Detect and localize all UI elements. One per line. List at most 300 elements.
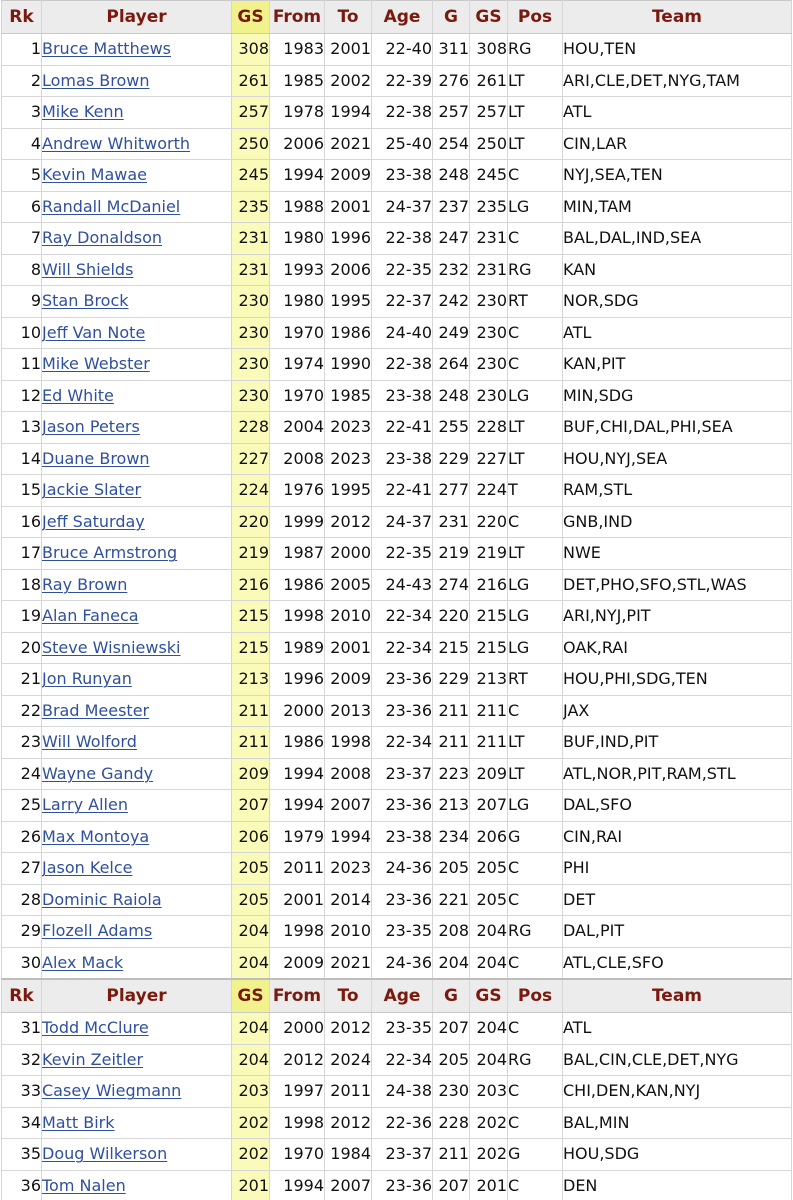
rank-cell: 4	[2, 128, 42, 160]
to-year-cell: 2010	[325, 601, 372, 633]
table-row	[2, 853, 792, 885]
games-started-cell: 205	[470, 853, 508, 885]
player-link[interactable]: Lomas Brown	[42, 70, 150, 90]
team-cell: BUF,CHI,DAL,PHI,SEA	[563, 412, 792, 444]
to-year-cell: 2007	[325, 790, 372, 822]
rank-cell: 13	[2, 412, 42, 444]
table-row	[2, 412, 792, 444]
games-started-table	[1, 0, 792, 1200]
team-cell: ARI,NYJ,PIT	[563, 601, 792, 633]
team-cell: RAM,STL	[563, 475, 792, 507]
games-started-sorted-cell: 207	[232, 790, 270, 822]
team-cell: PHI	[563, 853, 792, 885]
position-cell: LT	[508, 97, 563, 129]
player-cell	[42, 695, 232, 727]
from-year-cell: 1997	[270, 1076, 325, 1108]
rank-cell: 32	[2, 1044, 42, 1076]
team-cell: DEN	[563, 1170, 792, 1200]
to-year-cell: 2001	[325, 191, 372, 223]
position-cell: LG	[508, 632, 563, 664]
age-range-cell: 22-34	[372, 1044, 433, 1076]
player-cell	[42, 191, 232, 223]
from-year-cell: 1993	[270, 254, 325, 286]
to-year-cell: 2012	[325, 506, 372, 538]
age-range-cell: 22-38	[372, 223, 433, 255]
player-cell	[42, 380, 232, 412]
table-row	[2, 97, 792, 129]
games-started-cell: 230	[470, 349, 508, 381]
table-row	[2, 664, 792, 696]
from-year-cell: 1985	[270, 65, 325, 97]
player-cell	[42, 1044, 232, 1076]
games-started-cell: 205	[470, 884, 508, 916]
player-cell	[42, 1076, 232, 1108]
games-cell: 208	[433, 916, 470, 948]
age-range-cell: 24-40	[372, 317, 433, 349]
games-cell: 311	[433, 34, 470, 66]
position-cell: C	[508, 349, 563, 381]
player-link[interactable]: Brad Meester	[42, 700, 150, 720]
games-started-cell: 230	[470, 317, 508, 349]
player-cell	[42, 569, 232, 601]
player-link[interactable]: Randall McDaniel	[42, 196, 181, 216]
games-cell: 255	[433, 412, 470, 444]
games-started-cell: 257	[470, 97, 508, 129]
player-link[interactable]: Ray Brown	[42, 574, 128, 594]
rank-cell: 14	[2, 443, 42, 475]
games-started-cell: 213	[470, 664, 508, 696]
player-link[interactable]: Ray Donaldson	[42, 228, 163, 248]
player-cell	[42, 790, 232, 822]
player-link[interactable]: Kevin Mawae	[42, 165, 148, 185]
rank-cell: 26	[2, 821, 42, 853]
position-cell: RG	[508, 34, 563, 66]
table-row	[2, 821, 792, 853]
rank-cell: 17	[2, 538, 42, 570]
games-cell: 232	[433, 254, 470, 286]
column-header-gs[interactable]: GS	[470, 979, 508, 1013]
games-cell: 211	[433, 727, 470, 759]
player-link[interactable]: Casey Wiegmann	[42, 1081, 182, 1101]
player-cell	[42, 1139, 232, 1171]
player-link[interactable]: Steve Wisniewski	[42, 637, 181, 657]
player-link[interactable]: Mike Kenn	[42, 102, 124, 122]
position-cell: C	[508, 853, 563, 885]
rank-cell: 24	[2, 758, 42, 790]
from-year-cell: 1983	[270, 34, 325, 66]
to-year-cell: 2024	[325, 1044, 372, 1076]
position-cell: LG	[508, 601, 563, 633]
column-header-gs-sorted[interactable]: GS	[232, 1, 270, 34]
position-cell: LT	[508, 538, 563, 570]
games-started-cell: 206	[470, 821, 508, 853]
column-header-gs-sorted[interactable]: GS	[232, 979, 270, 1013]
column-header-gs[interactable]: GS	[470, 1, 508, 34]
age-range-cell: 22-35	[372, 538, 433, 570]
player-cell	[42, 916, 232, 948]
table-row	[2, 475, 792, 507]
rank-cell: 23	[2, 727, 42, 759]
to-year-cell: 1998	[325, 727, 372, 759]
table-row	[2, 34, 792, 66]
table-row	[2, 65, 792, 97]
player-link[interactable]: Ed White	[42, 385, 114, 405]
team-cell: ATL	[563, 317, 792, 349]
column-header-rk[interactable]: Rk	[2, 979, 42, 1013]
player-link[interactable]: Duane Brown	[42, 448, 150, 468]
to-year-cell: 2014	[325, 884, 372, 916]
player-cell	[42, 947, 232, 979]
team-cell: ATL,CLE,SFO	[563, 947, 792, 979]
player-link[interactable]: Matt Birk	[42, 1112, 115, 1132]
to-year-cell: 2012	[325, 1107, 372, 1139]
column-header-age[interactable]: Age	[372, 979, 433, 1013]
games-started-cell: 204	[470, 1044, 508, 1076]
team-cell: HOU,TEN	[563, 34, 792, 66]
team-cell: ATL,NOR,PIT,RAM,STL	[563, 758, 792, 790]
table-row	[2, 160, 792, 192]
player-link[interactable]: Alan Faneca	[42, 606, 139, 626]
age-range-cell: 22-38	[372, 97, 433, 129]
position-cell: LG	[508, 191, 563, 223]
table-row	[2, 191, 792, 223]
games-cell: 277	[433, 475, 470, 507]
games-cell: 221	[433, 884, 470, 916]
player-link[interactable]: Flozell Adams	[42, 921, 153, 941]
from-year-cell: 1994	[270, 160, 325, 192]
games-started-cell: 231	[470, 223, 508, 255]
rank-cell: 29	[2, 916, 42, 948]
team-cell: BAL,CIN,CLE,DET,NYG	[563, 1044, 792, 1076]
column-header-pos[interactable]: Pos	[508, 1, 563, 34]
games-started-cell: 207	[470, 790, 508, 822]
team-cell: MIN,TAM	[563, 191, 792, 223]
games-cell: 219	[433, 538, 470, 570]
to-year-cell: 2011	[325, 1076, 372, 1108]
player-link[interactable]: Jackie Slater	[42, 480, 142, 500]
to-year-cell: 2009	[325, 664, 372, 696]
player-cell	[42, 223, 232, 255]
games-cell: 230	[433, 1076, 470, 1108]
games-started-cell: 204	[470, 1013, 508, 1045]
player-link[interactable]: Dominic Raiola	[42, 889, 162, 909]
player-link[interactable]: Will Wolford	[42, 732, 137, 752]
games-started-sorted-cell: 231	[232, 223, 270, 255]
age-range-cell: 24-37	[372, 191, 433, 223]
from-year-cell: 1996	[270, 664, 325, 696]
position-cell: C	[508, 223, 563, 255]
team-cell: NOR,SDG	[563, 286, 792, 318]
column-header-to[interactable]: To	[325, 979, 372, 1013]
games-started-sorted-cell: 204	[232, 916, 270, 948]
player-cell	[42, 1170, 232, 1200]
team-cell: DET	[563, 884, 792, 916]
table-row	[2, 1013, 792, 1045]
age-range-cell: 23-36	[372, 884, 433, 916]
games-started-sorted-cell: 257	[232, 97, 270, 129]
age-range-cell: 22-41	[372, 412, 433, 444]
column-header-to[interactable]: To	[325, 1, 372, 34]
team-cell: BAL,DAL,IND,SEA	[563, 223, 792, 255]
to-year-cell: 2023	[325, 412, 372, 444]
age-range-cell: 23-36	[372, 695, 433, 727]
position-cell: LG	[508, 569, 563, 601]
games-started-sorted-cell: 204	[232, 947, 270, 979]
table-row	[2, 254, 792, 286]
games-started-sorted-cell: 206	[232, 821, 270, 853]
player-cell	[42, 727, 232, 759]
from-year-cell: 1986	[270, 727, 325, 759]
team-cell: DAL,SFO	[563, 790, 792, 822]
column-header-from[interactable]: From	[270, 979, 325, 1013]
age-range-cell: 22-37	[372, 286, 433, 318]
column-header-team[interactable]: Team	[563, 979, 792, 1013]
age-range-cell: 23-36	[372, 664, 433, 696]
player-link[interactable]: Bruce Matthews	[42, 39, 171, 59]
games-started-cell: 219	[470, 538, 508, 570]
player-cell	[42, 632, 232, 664]
to-year-cell: 2001	[325, 632, 372, 664]
from-year-cell: 1994	[270, 790, 325, 822]
games-cell: 237	[433, 191, 470, 223]
position-cell: C	[508, 947, 563, 979]
rank-cell: 25	[2, 790, 42, 822]
player-link[interactable]: Kevin Zeitler	[42, 1049, 144, 1069]
table-row	[2, 506, 792, 538]
player-cell	[42, 317, 232, 349]
games-cell: 264	[433, 349, 470, 381]
player-cell	[42, 160, 232, 192]
games-started-sorted-cell: 211	[232, 695, 270, 727]
team-cell: GNB,IND	[563, 506, 792, 538]
position-cell: LT	[508, 65, 563, 97]
to-year-cell: 2021	[325, 947, 372, 979]
games-started-sorted-cell: 227	[232, 443, 270, 475]
column-header-rk[interactable]: Rk	[2, 1, 42, 34]
column-header-g[interactable]: G	[433, 1, 470, 34]
position-cell: LT	[508, 412, 563, 444]
from-year-cell: 2012	[270, 1044, 325, 1076]
from-year-cell: 2000	[270, 1013, 325, 1045]
position-cell: LT	[508, 443, 563, 475]
player-link[interactable]: Todd McClure	[42, 1018, 149, 1038]
player-link[interactable]: Stan Brock	[42, 291, 129, 311]
games-started-sorted-cell: 216	[232, 569, 270, 601]
age-range-cell: 24-36	[372, 853, 433, 885]
column-header-player[interactable]: Player	[42, 979, 232, 1013]
to-year-cell: 2002	[325, 65, 372, 97]
table-row	[2, 128, 792, 160]
player-cell	[42, 97, 232, 129]
team-cell: CIN,LAR	[563, 128, 792, 160]
games-cell: 207	[433, 1013, 470, 1045]
games-cell: 228	[433, 1107, 470, 1139]
rank-cell: 3	[2, 97, 42, 129]
games-started-sorted-cell: 205	[232, 853, 270, 885]
rank-cell: 16	[2, 506, 42, 538]
table-row	[2, 1107, 792, 1139]
table-row	[2, 884, 792, 916]
column-header-pos[interactable]: Pos	[508, 979, 563, 1013]
table-row	[2, 727, 792, 759]
table-row	[2, 286, 792, 318]
player-cell	[42, 349, 232, 381]
player-cell	[42, 443, 232, 475]
age-range-cell: 23-38	[372, 380, 433, 412]
to-year-cell: 2023	[325, 443, 372, 475]
player-link[interactable]: Jeff Saturday	[42, 511, 145, 531]
column-header-team[interactable]: Team	[563, 1, 792, 34]
player-cell	[42, 884, 232, 916]
position-cell: RT	[508, 286, 563, 318]
player-cell	[42, 412, 232, 444]
age-range-cell: 23-36	[372, 1170, 433, 1200]
player-link[interactable]: Mike Webster	[42, 354, 150, 374]
rank-cell: 21	[2, 664, 42, 696]
team-cell: HOU,SDG	[563, 1139, 792, 1171]
team-cell: CIN,RAI	[563, 821, 792, 853]
age-range-cell: 25-40	[372, 128, 433, 160]
games-started-sorted-cell: 230	[232, 286, 270, 318]
player-cell	[42, 475, 232, 507]
player-link[interactable]: Doug Wilkerson	[42, 1144, 168, 1164]
games-cell: 223	[433, 758, 470, 790]
team-cell: ATL	[563, 97, 792, 129]
position-cell: RG	[508, 916, 563, 948]
age-range-cell: 22-35	[372, 254, 433, 286]
team-cell: CHI,DEN,KAN,NYJ	[563, 1076, 792, 1108]
from-year-cell: 2011	[270, 853, 325, 885]
table-row	[2, 790, 792, 822]
to-year-cell: 1995	[325, 475, 372, 507]
player-link[interactable]: Jason Kelce	[42, 858, 133, 878]
games-started-cell: 220	[470, 506, 508, 538]
team-cell: JAX	[563, 695, 792, 727]
from-year-cell: 2009	[270, 947, 325, 979]
player-link[interactable]: Andrew Whitworth	[42, 133, 191, 153]
rank-cell: 12	[2, 380, 42, 412]
player-link[interactable]: Jason Peters	[42, 417, 140, 437]
age-range-cell: 23-35	[372, 1013, 433, 1045]
player-link[interactable]: Alex Mack	[42, 952, 124, 972]
from-year-cell: 1970	[270, 1139, 325, 1171]
from-year-cell: 1980	[270, 223, 325, 255]
column-header-age[interactable]: Age	[372, 1, 433, 34]
player-cell	[42, 254, 232, 286]
from-year-cell: 1970	[270, 317, 325, 349]
age-range-cell: 22-36	[372, 1107, 433, 1139]
games-started-cell: 203	[470, 1076, 508, 1108]
player-cell	[42, 65, 232, 97]
games-started-sorted-cell: 220	[232, 506, 270, 538]
team-cell: NWE	[563, 538, 792, 570]
table-row	[2, 223, 792, 255]
table-row	[2, 1076, 792, 1108]
position-cell: LG	[508, 380, 563, 412]
column-header-g[interactable]: G	[433, 979, 470, 1013]
games-started-cell: 202	[470, 1139, 508, 1171]
games-started-cell: 227	[470, 443, 508, 475]
games-cell: 274	[433, 569, 470, 601]
position-cell: C	[508, 160, 563, 192]
age-range-cell: 23-38	[372, 821, 433, 853]
column-header-from[interactable]: From	[270, 1, 325, 34]
column-header-player[interactable]: Player	[42, 1, 232, 34]
games-started-cell: 201	[470, 1170, 508, 1200]
games-cell: 257	[433, 97, 470, 129]
games-cell: 248	[433, 160, 470, 192]
rank-cell: 31	[2, 1013, 42, 1045]
table-row	[2, 317, 792, 349]
to-year-cell: 2013	[325, 695, 372, 727]
to-year-cell: 1984	[325, 1139, 372, 1171]
games-started-cell: 204	[470, 947, 508, 979]
table-row	[2, 1044, 792, 1076]
table-row	[2, 758, 792, 790]
player-cell	[42, 286, 232, 318]
team-cell: DET,PHO,SFO,STL,WAS	[563, 569, 792, 601]
position-cell: C	[508, 884, 563, 916]
games-started-cell: 211	[470, 695, 508, 727]
games-started-cell: 230	[470, 380, 508, 412]
from-year-cell: 2000	[270, 695, 325, 727]
games-cell: 211	[433, 695, 470, 727]
from-year-cell: 2001	[270, 884, 325, 916]
games-started-cell: 231	[470, 254, 508, 286]
age-range-cell: 23-37	[372, 758, 433, 790]
games-started-sorted-cell: 230	[232, 317, 270, 349]
age-range-cell: 23-38	[372, 443, 433, 475]
games-started-sorted-cell: 245	[232, 160, 270, 192]
age-range-cell: 22-34	[372, 601, 433, 633]
table-row	[2, 695, 792, 727]
table-row	[2, 601, 792, 633]
rank-cell: 6	[2, 191, 42, 223]
games-cell: 205	[433, 1044, 470, 1076]
age-range-cell: 23-38	[372, 160, 433, 192]
games-started-cell: 235	[470, 191, 508, 223]
games-started-cell: 211	[470, 727, 508, 759]
games-started-sorted-cell: 202	[232, 1139, 270, 1171]
to-year-cell: 1990	[325, 349, 372, 381]
games-started-sorted-cell: 209	[232, 758, 270, 790]
player-link[interactable]: Bruce Armstrong	[42, 543, 178, 563]
games-cell: 247	[433, 223, 470, 255]
games-cell: 205	[433, 853, 470, 885]
to-year-cell: 2000	[325, 538, 372, 570]
games-started-cell: 224	[470, 475, 508, 507]
games-started-cell: 216	[470, 569, 508, 601]
player-link[interactable]: Jon Runyan	[42, 669, 132, 689]
rank-cell: 11	[2, 349, 42, 381]
rank-cell: 27	[2, 853, 42, 885]
games-cell: 231	[433, 506, 470, 538]
age-range-cell: 22-40	[372, 34, 433, 66]
player-link[interactable]: Tom Nalen	[42, 1175, 126, 1195]
player-link[interactable]: Wayne Gandy	[42, 763, 154, 783]
games-started-sorted-cell: 201	[232, 1170, 270, 1200]
player-link[interactable]: Will Shields	[42, 259, 134, 279]
rank-cell: 20	[2, 632, 42, 664]
games-cell: 207	[433, 1170, 470, 1200]
player-link[interactable]: Max Montoya	[42, 826, 150, 846]
rank-cell: 18	[2, 569, 42, 601]
team-cell: ATL	[563, 1013, 792, 1045]
from-year-cell: 1987	[270, 538, 325, 570]
player-link[interactable]: Larry Allen	[42, 795, 128, 815]
to-year-cell: 1994	[325, 97, 372, 129]
player-link[interactable]: Jeff Van Note	[42, 322, 146, 342]
